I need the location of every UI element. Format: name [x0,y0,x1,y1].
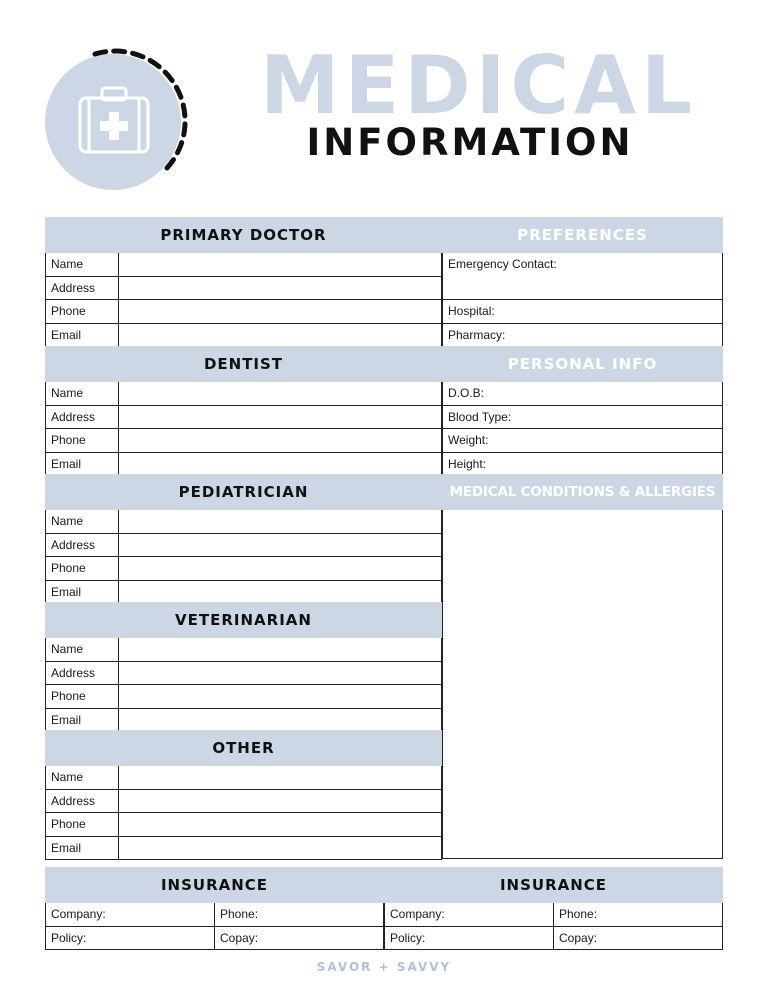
field-label: Email [46,709,119,732]
brand-footer: SAVOR + SAVVY [316,960,452,974]
field-label: Pharmacy: [448,327,506,342]
field-label: Email [46,453,119,476]
field-label: Name [46,382,119,405]
field-label: Address [46,662,119,685]
phone-field[interactable] [119,813,441,836]
form-row [45,638,442,662]
section-header: MEDICAL CONDITIONS & ALLERGIES [442,474,723,510]
medical-conditions-area[interactable] [442,510,723,859]
field-label: Copay: [220,930,259,945]
email-field[interactable] [119,837,441,860]
field-label: Phone [46,557,119,580]
field-label: Copay: [559,930,598,945]
phone-field[interactable] [119,557,441,580]
field-label: Phone: [559,907,598,921]
form-row [45,253,442,277]
policy-field[interactable] [385,927,554,950]
section-header: OTHER [45,730,442,766]
form-row [45,277,442,301]
field-label: Height: [448,456,487,471]
field-label: Phone [46,429,119,452]
weight-field[interactable] [442,429,723,453]
field-label: Name [46,766,119,789]
contact-section-other [45,730,442,860]
form-row [45,382,442,406]
section-header: PEDIATRICIAN [45,474,442,510]
field-label: Address [46,534,119,557]
section-header: DENTIST [45,346,442,382]
form-row [45,510,442,534]
name-field[interactable] [119,253,441,276]
field-label: Name [46,510,119,533]
insurance-section-2 [384,867,723,950]
field-label: Address [46,790,119,813]
form-row [45,300,442,324]
field-label: Phone: [220,907,259,921]
form-row [45,903,384,927]
medical-conditions-section [442,474,723,859]
copay-field[interactable] [554,927,722,950]
field-label: Email [46,581,119,604]
field-label: Hospital: [448,304,495,318]
page-subtitle: INFORMATION [306,121,634,164]
email-field[interactable] [119,709,441,732]
section-header: PREFERENCES [442,217,723,253]
form-row [45,837,442,861]
phone-field[interactable] [119,685,441,708]
name-field[interactable] [119,382,441,405]
address-field[interactable] [119,534,441,557]
policy-field[interactable] [46,927,215,950]
form-row [45,581,442,605]
company-field[interactable] [46,903,215,926]
hospital-field[interactable] [442,300,723,324]
section-header: VETERINARIAN [45,602,442,638]
address-field[interactable] [119,790,441,813]
email-field[interactable] [119,453,441,476]
form-row [45,534,442,558]
form-row [45,453,442,477]
field-label: Phone [46,300,119,323]
preferences-section [442,217,723,347]
height-field[interactable] [442,453,723,477]
field-label: Email [46,837,119,860]
page-title: MEDICAL [260,39,698,132]
phone-field[interactable] [119,300,441,323]
field-label: Address [46,406,119,429]
field-label: Address [46,277,119,300]
form-row [45,766,442,790]
section-header: INSURANCE [384,867,723,903]
field-label: Policy: [51,930,87,945]
form-row [45,927,384,951]
name-field[interactable] [119,766,441,789]
field-label: Company: [51,907,106,921]
form-row [384,927,723,951]
form-row [45,324,442,348]
form-row [45,790,442,814]
section-header: PERSONAL INFO [442,346,723,382]
dob-field[interactable] [442,382,723,406]
form-row [45,813,442,837]
copay-field[interactable] [215,927,383,950]
field-label: Weight: [448,433,489,447]
pharmacy-field[interactable] [442,324,723,348]
form-row [45,709,442,733]
email-field[interactable] [119,581,441,604]
contact-section-dentist [45,346,442,476]
form-row [384,903,723,927]
field-label: Emergency Contact: [448,257,557,271]
name-field[interactable] [119,510,441,533]
section-header: PRIMARY DOCTOR [45,217,442,253]
emergency-contact-field[interactable] [442,253,723,300]
field-label: Name [46,638,119,661]
field-label: Policy: [390,930,426,945]
phone-field[interactable] [554,903,722,926]
insurance-section-1 [45,867,384,950]
field-label: D.O.B: [448,386,485,400]
field-label: Phone [46,685,119,708]
form-row [45,406,442,430]
section-header: INSURANCE [45,867,384,903]
blood-type-field[interactable] [442,406,723,430]
address-field[interactable] [119,662,441,685]
form-row [45,685,442,709]
contact-section-pediatrician [45,474,442,604]
personal-info-section [442,346,723,476]
form-row [45,557,442,581]
form-row [45,429,442,453]
field-label: Blood Type: [448,409,512,424]
field-label: Company: [390,907,445,921]
company-field[interactable] [385,903,554,926]
field-label: Email [46,324,119,347]
field-label: Phone [46,813,119,836]
name-field[interactable] [119,638,441,661]
medical-kit-logo [45,46,191,192]
form-row [45,662,442,686]
phone-field[interactable] [119,429,441,452]
address-field[interactable] [119,406,441,429]
contact-section-veterinarian [45,602,442,732]
field-label: Name [46,253,119,276]
address-field[interactable] [119,277,441,300]
contact-section-primary-doctor [45,217,442,347]
email-field[interactable] [119,324,441,347]
phone-field[interactable] [215,903,383,926]
